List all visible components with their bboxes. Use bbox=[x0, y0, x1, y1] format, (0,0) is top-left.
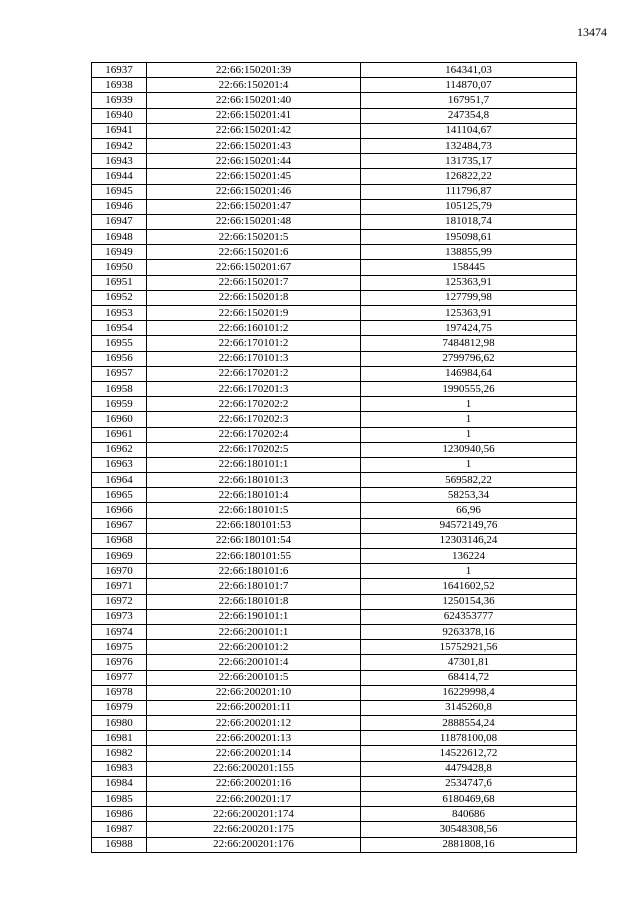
cadastral-value-cell: 131735,17 bbox=[361, 154, 577, 169]
row-number-cell: 16983 bbox=[92, 761, 147, 776]
cadastral-value-cell: 1990555,26 bbox=[361, 381, 577, 396]
cadastral-value-cell: 146984,64 bbox=[361, 366, 577, 381]
cadastral-number-cell: 22:66:180101:55 bbox=[147, 549, 361, 564]
table-row bbox=[92, 397, 577, 412]
row-number-cell: 16986 bbox=[92, 807, 147, 822]
row-number-cell: 16964 bbox=[92, 473, 147, 488]
row-number-cell: 16944 bbox=[92, 169, 147, 184]
cadastral-number-cell: 22:66:150201:67 bbox=[147, 260, 361, 275]
cadastral-number-cell: 22:66:150201:7 bbox=[147, 275, 361, 290]
cadastral-number-cell: 22:66:150201:8 bbox=[147, 290, 361, 305]
cadastral-number-cell: 22:66:160101:2 bbox=[147, 321, 361, 336]
table-row bbox=[92, 442, 577, 457]
row-number-cell: 16973 bbox=[92, 609, 147, 624]
cadastral-value-cell: 4479428,8 bbox=[361, 761, 577, 776]
cadastral-value-cell: 47301,81 bbox=[361, 655, 577, 670]
row-number-cell: 16982 bbox=[92, 746, 147, 761]
cadastral-value-cell: 1 bbox=[361, 412, 577, 427]
table-row bbox=[92, 63, 577, 78]
cadastral-number-cell: 22:66:150201:41 bbox=[147, 108, 361, 123]
cadastral-value-cell: 127799,98 bbox=[361, 290, 577, 305]
table-row bbox=[92, 807, 577, 822]
table-body bbox=[92, 63, 577, 853]
cadastral-value-cell: 569582,22 bbox=[361, 473, 577, 488]
table-row bbox=[92, 792, 577, 807]
row-number-cell: 16940 bbox=[92, 108, 147, 123]
cadastral-value-cell: 14522612,72 bbox=[361, 746, 577, 761]
cadastral-number-cell: 22:66:200201:155 bbox=[147, 761, 361, 776]
row-number-cell: 16956 bbox=[92, 351, 147, 366]
table-row bbox=[92, 366, 577, 381]
table-row bbox=[92, 154, 577, 169]
row-number-cell: 16988 bbox=[92, 837, 147, 852]
cadastral-number-cell: 22:66:170201:3 bbox=[147, 381, 361, 396]
cadastral-number-cell: 22:66:170101:3 bbox=[147, 351, 361, 366]
cadastral-number-cell: 22:66:200201:14 bbox=[147, 746, 361, 761]
cadastral-value-cell: 1230940,56 bbox=[361, 442, 577, 457]
cadastral-number-cell: 22:66:180101:8 bbox=[147, 594, 361, 609]
table-row bbox=[92, 670, 577, 685]
cadastral-value-cell: 68414,72 bbox=[361, 670, 577, 685]
table-row bbox=[92, 108, 577, 123]
table-row bbox=[92, 275, 577, 290]
cadastral-number-cell: 22:66:180101:3 bbox=[147, 473, 361, 488]
row-number-cell: 16978 bbox=[92, 685, 147, 700]
table-row bbox=[92, 306, 577, 321]
table-row bbox=[92, 564, 577, 579]
cadastral-value-cell: 114870,07 bbox=[361, 78, 577, 93]
cadastral-number-cell: 22:66:200201:175 bbox=[147, 822, 361, 837]
cadastral-value-cell: 197424,75 bbox=[361, 321, 577, 336]
row-number-cell: 16966 bbox=[92, 503, 147, 518]
row-number-cell: 16959 bbox=[92, 397, 147, 412]
table-row bbox=[92, 716, 577, 731]
cadastral-number-cell: 22:66:180101:54 bbox=[147, 533, 361, 548]
table-row bbox=[92, 731, 577, 746]
row-number-cell: 16980 bbox=[92, 716, 147, 731]
cadastral-number-cell: 22:66:150201:4 bbox=[147, 78, 361, 93]
table-row bbox=[92, 700, 577, 715]
cadastral-number-cell: 22:66:200201:11 bbox=[147, 700, 361, 715]
cadastral-value-cell: 1 bbox=[361, 397, 577, 412]
cadastral-value-cell: 2888554,24 bbox=[361, 716, 577, 731]
table-row bbox=[92, 640, 577, 655]
row-number-cell: 16945 bbox=[92, 184, 147, 199]
table-row bbox=[92, 655, 577, 670]
cadastral-number-cell: 22:66:200201:16 bbox=[147, 776, 361, 791]
table-row bbox=[92, 822, 577, 837]
table-row bbox=[92, 518, 577, 533]
row-number-cell: 16981 bbox=[92, 731, 147, 746]
cadastral-number-cell: 22:66:170202:4 bbox=[147, 427, 361, 442]
table-row bbox=[92, 533, 577, 548]
page-number: 13474 bbox=[577, 25, 607, 39]
row-number-cell: 16948 bbox=[92, 230, 147, 245]
cadastral-value-table bbox=[91, 62, 577, 853]
cadastral-value-cell: 125363,91 bbox=[361, 275, 577, 290]
cadastral-value-cell: 158445 bbox=[361, 260, 577, 275]
cadastral-number-cell: 22:66:150201:43 bbox=[147, 138, 361, 153]
table-row bbox=[92, 412, 577, 427]
cadastral-number-cell: 22:66:200201:12 bbox=[147, 716, 361, 731]
table-row bbox=[92, 230, 577, 245]
table-row bbox=[92, 594, 577, 609]
table-row bbox=[92, 776, 577, 791]
cadastral-value-cell: 1 bbox=[361, 457, 577, 472]
cadastral-value-cell: 138855,99 bbox=[361, 245, 577, 260]
cadastral-number-cell: 22:66:150201:45 bbox=[147, 169, 361, 184]
row-number-cell: 16942 bbox=[92, 138, 147, 153]
row-number-cell: 16976 bbox=[92, 655, 147, 670]
table-row bbox=[92, 199, 577, 214]
cadastral-number-cell: 22:66:180101:6 bbox=[147, 564, 361, 579]
table-row bbox=[92, 427, 577, 442]
row-number-cell: 16952 bbox=[92, 290, 147, 305]
cadastral-number-cell: 22:66:150201:42 bbox=[147, 123, 361, 138]
row-number-cell: 16985 bbox=[92, 792, 147, 807]
cadastral-value-cell: 840686 bbox=[361, 807, 577, 822]
cadastral-number-cell: 22:66:170201:2 bbox=[147, 366, 361, 381]
row-number-cell: 16953 bbox=[92, 306, 147, 321]
cadastral-number-cell: 22:66:200101:5 bbox=[147, 670, 361, 685]
cadastral-value-cell: 11878100,08 bbox=[361, 731, 577, 746]
cadastral-value-cell: 7484812,98 bbox=[361, 336, 577, 351]
row-number-cell: 16967 bbox=[92, 518, 147, 533]
row-number-cell: 16972 bbox=[92, 594, 147, 609]
row-number-cell: 16968 bbox=[92, 533, 147, 548]
row-number-cell: 16971 bbox=[92, 579, 147, 594]
row-number-cell: 16984 bbox=[92, 776, 147, 791]
row-number-cell: 16962 bbox=[92, 442, 147, 457]
cadastral-value-cell: 6180469,68 bbox=[361, 792, 577, 807]
cadastral-value-cell: 12303146,24 bbox=[361, 533, 577, 548]
cadastral-number-cell: 22:66:180101:4 bbox=[147, 488, 361, 503]
table-row bbox=[92, 457, 577, 472]
cadastral-value-cell: 167951,7 bbox=[361, 93, 577, 108]
row-number-cell: 16943 bbox=[92, 154, 147, 169]
cadastral-value-cell: 195098,61 bbox=[361, 230, 577, 245]
cadastral-number-cell: 22:66:150201:6 bbox=[147, 245, 361, 260]
cadastral-number-cell: 22:66:150201:39 bbox=[147, 63, 361, 78]
cadastral-number-cell: 22:66:200201:174 bbox=[147, 807, 361, 822]
cadastral-value-cell: 1250154,36 bbox=[361, 594, 577, 609]
cadastral-value-cell: 3145260,8 bbox=[361, 700, 577, 715]
table-row bbox=[92, 245, 577, 260]
row-number-cell: 16970 bbox=[92, 564, 147, 579]
table-row bbox=[92, 336, 577, 351]
row-number-cell: 16958 bbox=[92, 381, 147, 396]
row-number-cell: 16946 bbox=[92, 199, 147, 214]
cadastral-number-cell: 22:66:180101:7 bbox=[147, 579, 361, 594]
cadastral-value-cell: 9263378,16 bbox=[361, 624, 577, 639]
row-number-cell: 16949 bbox=[92, 245, 147, 260]
cadastral-number-cell: 22:66:150201:9 bbox=[147, 306, 361, 321]
cadastral-value-cell: 247354,8 bbox=[361, 108, 577, 123]
table-row bbox=[92, 549, 577, 564]
cadastral-value-cell: 136224 bbox=[361, 549, 577, 564]
row-number-cell: 16950 bbox=[92, 260, 147, 275]
cadastral-value-cell: 1 bbox=[361, 564, 577, 579]
cadastral-number-cell: 22:66:200201:176 bbox=[147, 837, 361, 852]
row-number-cell: 16979 bbox=[92, 700, 147, 715]
cadastral-number-cell: 22:66:170202:3 bbox=[147, 412, 361, 427]
row-number-cell: 16937 bbox=[92, 63, 147, 78]
cadastral-number-cell: 22:66:150201:40 bbox=[147, 93, 361, 108]
table-row bbox=[92, 381, 577, 396]
cadastral-number-cell: 22:66:170202:2 bbox=[147, 397, 361, 412]
row-number-cell: 16960 bbox=[92, 412, 147, 427]
row-number-cell: 16955 bbox=[92, 336, 147, 351]
table-row bbox=[92, 837, 577, 852]
cadastral-value-cell: 125363,91 bbox=[361, 306, 577, 321]
table-row bbox=[92, 473, 577, 488]
cadastral-number-cell: 22:66:150201:47 bbox=[147, 199, 361, 214]
cadastral-number-cell: 22:66:150201:46 bbox=[147, 184, 361, 199]
table-row bbox=[92, 351, 577, 366]
table-row bbox=[92, 184, 577, 199]
row-number-cell: 16977 bbox=[92, 670, 147, 685]
cadastral-value-cell: 126822,22 bbox=[361, 169, 577, 184]
table-row bbox=[92, 123, 577, 138]
table-row bbox=[92, 290, 577, 305]
cadastral-number-cell: 22:66:170202:5 bbox=[147, 442, 361, 457]
cadastral-number-cell: 22:66:150201:5 bbox=[147, 230, 361, 245]
cadastral-value-cell: 2799796,62 bbox=[361, 351, 577, 366]
cadastral-number-cell: 22:66:150201:48 bbox=[147, 214, 361, 229]
cadastral-number-cell: 22:66:190101:1 bbox=[147, 609, 361, 624]
cadastral-number-cell: 22:66:200101:1 bbox=[147, 624, 361, 639]
table-row bbox=[92, 624, 577, 639]
table-row bbox=[92, 503, 577, 518]
row-number-cell: 16969 bbox=[92, 549, 147, 564]
cadastral-value-cell: 2881808,16 bbox=[361, 837, 577, 852]
row-number-cell: 16939 bbox=[92, 93, 147, 108]
cadastral-value-cell: 624353777 bbox=[361, 609, 577, 624]
cadastral-value-cell: 132484,73 bbox=[361, 138, 577, 153]
row-number-cell: 16975 bbox=[92, 640, 147, 655]
cadastral-value-cell: 141104,67 bbox=[361, 123, 577, 138]
table-row bbox=[92, 169, 577, 184]
table-row bbox=[92, 488, 577, 503]
table-row bbox=[92, 746, 577, 761]
table-row bbox=[92, 761, 577, 776]
cadastral-number-cell: 22:66:150201:44 bbox=[147, 154, 361, 169]
cadastral-value-cell: 181018,74 bbox=[361, 214, 577, 229]
table-row bbox=[92, 78, 577, 93]
cadastral-number-cell: 22:66:170101:2 bbox=[147, 336, 361, 351]
table-row bbox=[92, 260, 577, 275]
table-row bbox=[92, 609, 577, 624]
cadastral-value-cell: 15752921,56 bbox=[361, 640, 577, 655]
table-row bbox=[92, 138, 577, 153]
cadastral-number-cell: 22:66:180101:1 bbox=[147, 457, 361, 472]
table-row bbox=[92, 321, 577, 336]
table-row bbox=[92, 214, 577, 229]
cadastral-value-cell: 94572149,76 bbox=[361, 518, 577, 533]
cadastral-number-cell: 22:66:200101:4 bbox=[147, 655, 361, 670]
row-number-cell: 16987 bbox=[92, 822, 147, 837]
cadastral-value-cell: 2534747,6 bbox=[361, 776, 577, 791]
table-row bbox=[92, 93, 577, 108]
row-number-cell: 16954 bbox=[92, 321, 147, 336]
row-number-cell: 16957 bbox=[92, 366, 147, 381]
cadastral-number-cell: 22:66:200201:17 bbox=[147, 792, 361, 807]
row-number-cell: 16938 bbox=[92, 78, 147, 93]
cadastral-number-cell: 22:66:180101:5 bbox=[147, 503, 361, 518]
row-number-cell: 16947 bbox=[92, 214, 147, 229]
cadastral-value-cell: 105125,79 bbox=[361, 199, 577, 214]
cadastral-value-cell: 30548308,56 bbox=[361, 822, 577, 837]
row-number-cell: 16974 bbox=[92, 624, 147, 639]
row-number-cell: 16941 bbox=[92, 123, 147, 138]
row-number-cell: 16963 bbox=[92, 457, 147, 472]
cadastral-number-cell: 22:66:180101:53 bbox=[147, 518, 361, 533]
cadastral-value-cell: 1 bbox=[361, 427, 577, 442]
row-number-cell: 16965 bbox=[92, 488, 147, 503]
table-row bbox=[92, 685, 577, 700]
cadastral-value-cell: 1641602,52 bbox=[361, 579, 577, 594]
cadastral-number-cell: 22:66:200201:10 bbox=[147, 685, 361, 700]
cadastral-value-cell: 164341,03 bbox=[361, 63, 577, 78]
table-row bbox=[92, 579, 577, 594]
cadastral-value-cell: 111796,87 bbox=[361, 184, 577, 199]
row-number-cell: 16951 bbox=[92, 275, 147, 290]
cadastral-number-cell: 22:66:200201:13 bbox=[147, 731, 361, 746]
cadastral-number-cell: 22:66:200101:2 bbox=[147, 640, 361, 655]
cadastral-value-cell: 58253,34 bbox=[361, 488, 577, 503]
cadastral-value-cell: 66,96 bbox=[361, 503, 577, 518]
cadastral-value-cell: 16229998,4 bbox=[361, 685, 577, 700]
row-number-cell: 16961 bbox=[92, 427, 147, 442]
